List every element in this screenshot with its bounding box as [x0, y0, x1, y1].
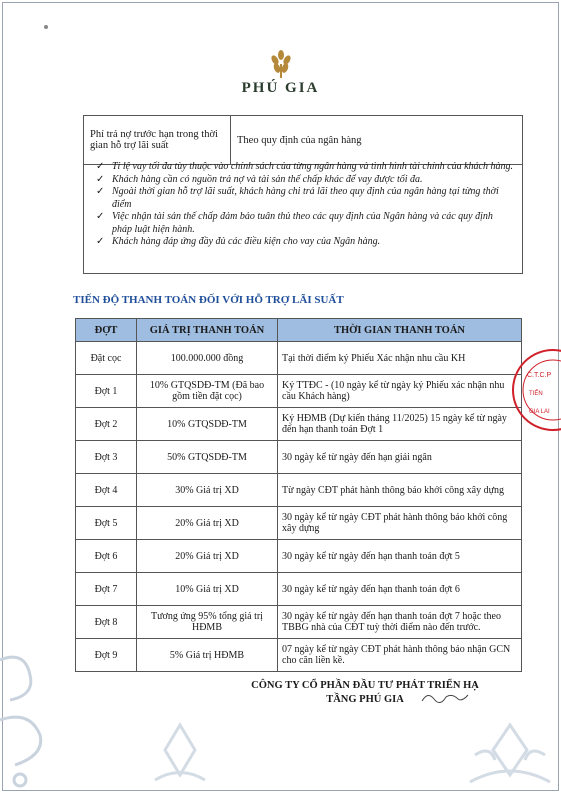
table-row	[76, 606, 522, 639]
table-row	[76, 540, 522, 573]
value-cell: 10% GTQSDĐ-TM (Đã bao gồm tiền đặt cọc)	[137, 375, 278, 408]
time-cell: Ký TTĐC - (10 ngày kể từ ngày ký Phiếu xác nhận nhu cầu Khách hàng)	[278, 375, 522, 408]
notes-box	[83, 157, 523, 274]
terms-value: Theo quy định của ngân hàng	[231, 116, 523, 165]
time-cell: 30 ngày kể từ ngày đến hạn thanh toán đợt 5	[278, 540, 522, 573]
phase-cell: Đặt cọc	[76, 342, 137, 375]
table-row	[76, 342, 522, 375]
table-row	[76, 441, 522, 474]
check-icon: ✓	[96, 161, 105, 172]
company-name-line: CÔNG TY CỔ PHẦN ĐẦU TƯ PHÁT TRIỂN HẠ	[251, 680, 479, 691]
check-icon: ✓	[96, 236, 105, 247]
phase-cell: Đợt 1	[76, 375, 137, 408]
phase-cell: Đợt 3	[76, 441, 137, 474]
table-row	[76, 573, 522, 606]
time-cell: Ký HĐMB (Dự kiến tháng 11/2025) 15 ngày kể từ ngày đến hạn thanh toán Đợt 1	[278, 408, 522, 441]
note-text: Tỉ lệ vay tối đa tùy thuộc vào chính sách của từng ngân hàng và tình hình tài chính của khách hàng.	[112, 161, 513, 172]
phase-cell: Đợt 2	[76, 408, 137, 441]
note-text: Khách hàng đáp ứng đầy đủ các điều kiện cho vay của Ngân hàng.	[112, 236, 381, 247]
table-header-row	[76, 319, 522, 342]
schedule-title: TIẾN ĐỘ THANH TOÁN ĐỐI VỚI HỖ TRỢ LÃI SUẤT	[73, 294, 344, 306]
note-text: Ngoài thời gian hỗ trợ lãi suất, khách hàng chi trả lãi theo quy định của ngân hàng tại từng thời điểm	[112, 186, 499, 210]
table-row	[76, 639, 522, 672]
time-cell: 30 ngày kể từ ngày đến hạn thanh toán đợt 7 hoặc theo TBBG nhà của CĐT tuỳ thời điểm nào đến trước.	[278, 606, 522, 639]
check-icon: ✓	[96, 173, 105, 185]
table-row	[76, 507, 522, 540]
time-cell: Tại thời điểm ký Phiếu Xác nhận nhu cầu KH	[278, 342, 522, 375]
ornament-bottom-left-icon	[0, 640, 60, 790]
phase-cell: Đợt 5	[76, 507, 137, 540]
value-cell: 20% Giá trị XD	[137, 507, 278, 540]
terms-label: Phí trả nợ trước hạn trong thời gian hỗ trợ lãi suất	[84, 116, 231, 165]
ornament-bottom-right-icon	[465, 720, 555, 790]
stamp-text: C.T.C.P	[527, 372, 552, 379]
table-row	[76, 375, 522, 408]
note-text: Khách hàng cần có nguồn trả nợ và tài sản thế chấp khác để vay được tối đa.	[112, 173, 423, 185]
list-item	[96, 174, 514, 187]
stamp-text: TIỂN	[529, 391, 543, 397]
ornament-bottom-center-icon	[150, 720, 210, 790]
list-item	[96, 236, 514, 249]
phase-cell: Đợt 9	[76, 639, 137, 672]
value-cell: 100.000.000 đồng	[137, 342, 278, 375]
company-name-line: TẦNG PHÚ GIA	[326, 694, 404, 705]
table-row	[76, 474, 522, 507]
company-stamp-icon	[505, 345, 561, 435]
value-cell: 30% Giá trị XD	[137, 474, 278, 507]
phase-cell: Đợt 7	[76, 573, 137, 606]
column-header: GIÁ TRỊ THANH TOÁN	[137, 319, 278, 342]
value-cell: Tương ứng 95% tổng giá trị HĐMB	[137, 606, 278, 639]
note-text: Việc nhận tài sản thế chấp đảm bảo tuân thủ theo các quy định của Ngân hàng và các quy định pháp luật hiện hành.	[112, 211, 493, 235]
list-item	[96, 161, 514, 174]
column-header: THỜI GIAN THANH TOÁN	[278, 319, 522, 342]
brand-name: PHÚ GIA	[241, 80, 320, 96]
value-cell: 50% GTQSDĐ-TM	[137, 441, 278, 474]
value-cell: 20% Giá trị XD	[137, 540, 278, 573]
list-item	[96, 186, 514, 211]
value-cell: 10% GTQSDĐ-TM	[137, 408, 278, 441]
phase-cell: Đợt 8	[76, 606, 137, 639]
brand-logo	[0, 50, 561, 97]
value-cell: 10% Giá trị XD	[137, 573, 278, 606]
table-row	[76, 408, 522, 441]
time-cell: 07 ngày kể từ ngày CĐT phát hành thông báo nhận GCN cho căn liền kề.	[278, 639, 522, 672]
signature-icon	[420, 687, 470, 707]
check-icon: ✓	[96, 186, 105, 197]
stamp-text: GIA LAI	[529, 409, 550, 415]
phase-cell: Đợt 6	[76, 540, 137, 573]
column-header: ĐỢT	[76, 319, 137, 342]
time-cell: Từ ngày CĐT phát hành thông báo khởi công xây dựng	[278, 474, 522, 507]
time-cell: 30 ngày kể từ ngày đến hạn giải ngân	[278, 441, 522, 474]
payment-schedule-table	[75, 318, 522, 672]
phase-cell: Đợt 4	[76, 474, 137, 507]
value-cell: 5% Giá trị HĐMB	[137, 639, 278, 672]
list-item	[96, 211, 514, 236]
corner-mark	[44, 25, 48, 29]
check-icon: ✓	[96, 211, 105, 222]
time-cell: 30 ngày kể từ ngày CĐT phát hành thông báo khởi công xây dựng	[278, 507, 522, 540]
leaf-emblem-icon	[268, 50, 294, 78]
time-cell: 30 ngày kể từ ngày đến hạn thanh toán đợt 6	[278, 573, 522, 606]
